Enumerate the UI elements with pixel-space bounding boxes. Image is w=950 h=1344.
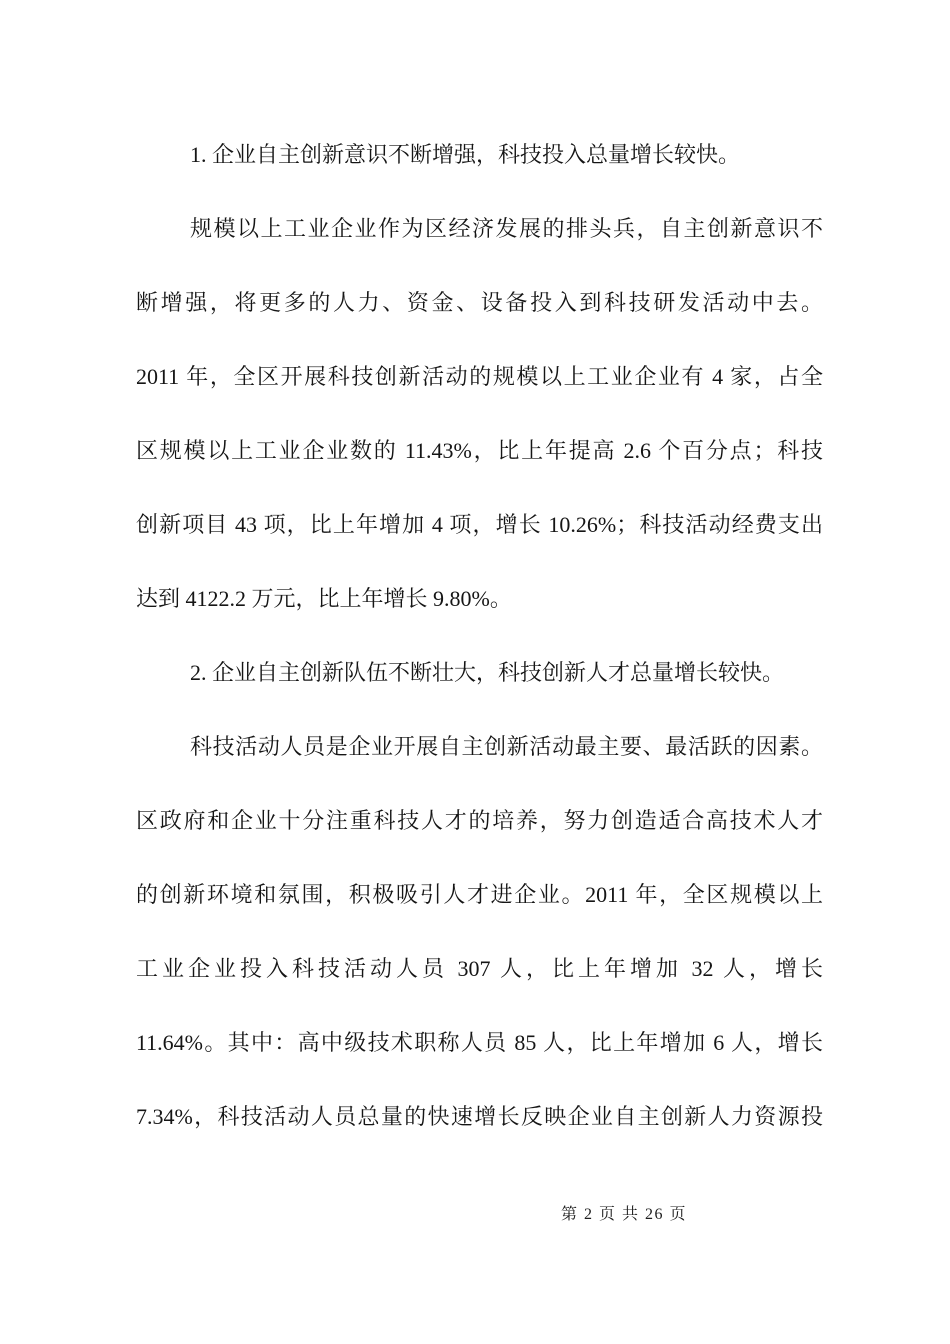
text-line: 工业企业投入科技活动人员 307 人，比上年增加 32 人，增长 (136, 956, 823, 981)
text-line: 区规模以上工业企业数的 11.43%，比上年提高 2.6 个百分点；科技 (136, 438, 823, 463)
text-line: 规模以上工业企业作为区经济发展的排头兵，自主创新意识不 (190, 216, 823, 241)
text-line: 断增强，将更多的人力、资金、设备投入到科技研发活动中去。 (136, 290, 823, 315)
document-body (136, 118, 823, 1154)
text-line: 创新项目 43 项，比上年增加 4 项，增长 10.26%；科技活动经费支出 (136, 512, 823, 537)
text-line: 2011 年，全区开展科技创新活动的规模以上工业企业有 4 家，占全 (136, 364, 823, 389)
text-line: 7.34%，科技活动人员总量的快速增长反映企业自主创新人力资源投 (136, 1104, 823, 1129)
page-footer (561, 1204, 687, 1226)
subheading-line: 1. 企业自主创新意识不断增强，科技投入总量增长较快。 (190, 142, 741, 167)
text-line: 11.64%。其中：高中级技术职称人员 85 人，比上年增加 6 人，增长 (136, 1030, 823, 1055)
text-line: 区政府和企业十分注重科技人才的培养，努力创造适合高技术人才 (136, 808, 823, 833)
page-number-text: 第 2 页 共 26 页 (561, 1206, 688, 1223)
text-line: 的创新环境和氛围，积极吸引人才进企业。2011 年，全区规模以上 (136, 882, 823, 907)
text-line: 科技活动人员是企业开展自主创新活动最主要、最活跃的因素。 (190, 734, 823, 759)
subheading-line: 2. 企业自主创新队伍不断壮大，科技创新人才总量增长较快。 (190, 660, 785, 685)
text-line: 达到 4122.2 万元，比上年增长 9.80%。 (136, 586, 512, 611)
